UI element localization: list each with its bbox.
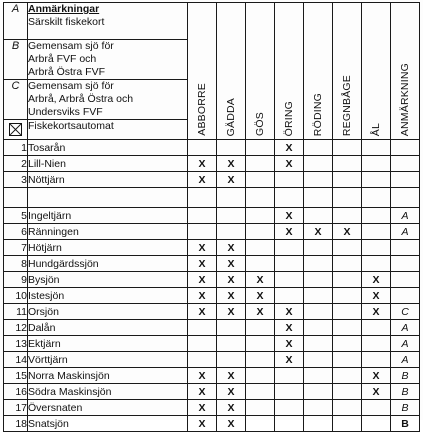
species-mark-cell: X [246,304,275,320]
species-mark-cell [188,336,217,352]
lake-name: Södra Maskinsjön [28,384,188,400]
column-header-oring: ÖRING [275,3,304,140]
lake-name: Översnaten [28,400,188,416]
species-mark-cell: X [275,336,304,352]
legend-text: Gemensam sjö för [28,80,114,92]
remark-cell [391,256,420,272]
legend-text: Fiskekortsautomat [28,120,114,132]
species-mark-cell [333,272,362,288]
column-header-roding: RÖDING [304,3,333,140]
row-number: 17 [4,400,28,416]
species-mark-cell: X [362,384,391,400]
species-mark-cell: X [275,352,304,368]
column-header-gadda: GÄDDA [217,3,246,140]
species-mark-cell [333,140,362,156]
table-row [4,288,420,304]
species-mark-cell: X [188,156,217,172]
species-mark-cell: X [275,140,304,156]
species-mark-cell [362,224,391,240]
table-row [4,384,420,400]
lake-name: Hötjärn [28,240,188,256]
species-mark-cell: X [188,416,217,432]
species-mark-cell [275,240,304,256]
column-header-anmarkning: ANMÄRKNING [391,3,420,140]
column-header-regnbage: REGNBÅGE [333,3,362,140]
table-row [4,140,420,156]
species-mark-cell [188,208,217,224]
table-row [4,416,420,432]
species-mark-cell [304,336,333,352]
species-mark-cell: X [188,272,217,288]
species-mark-cell [362,416,391,432]
species-mark-cell [333,288,362,304]
fishing-waters-table [3,2,420,432]
remark-cell: B [391,416,420,432]
species-mark-cell: X [246,272,275,288]
table-row [4,156,420,172]
remark-cell: B [391,384,420,400]
species-mark-cell [188,140,217,156]
lake-name: Orsjön [28,304,188,320]
species-mark-cell [275,416,304,432]
table-row [4,208,420,224]
column-header-abborre: ABBORRE [188,3,217,140]
remark-cell: B [391,400,420,416]
remark-cell [391,272,420,288]
species-mark-cell [246,368,275,384]
row-number: 6 [4,224,28,240]
species-mark-cell: X [275,320,304,336]
species-mark-cell [362,172,391,188]
table-row [4,304,420,320]
species-mark-cell [246,140,275,156]
species-mark-cell: X [362,272,391,288]
row-number: 1 [4,140,28,156]
remark-cell: A [391,352,420,368]
lake-name: Ränningen [28,224,188,240]
legend-text: Arbrå FVF och [28,53,97,65]
species-mark-cell [304,272,333,288]
legend-row-a [4,3,420,40]
species-mark-cell [246,224,275,240]
species-mark-cell: X [188,256,217,272]
lake-name: Bysjön [28,272,188,288]
column-header-gos: GÖS [246,3,275,140]
row-number: 9 [4,272,28,288]
remark-cell: A [391,208,420,224]
table-row [4,240,420,256]
species-mark-cell [188,352,217,368]
species-mark-cell [304,384,333,400]
species-mark-cell [246,256,275,272]
species-mark-cell [333,384,362,400]
species-mark-cell [333,336,362,352]
species-mark-cell: X [275,208,304,224]
species-mark-cell: X [217,416,246,432]
species-mark-cell: X [217,256,246,272]
species-mark-cell [246,384,275,400]
species-mark-cell: X [188,400,217,416]
remark-cell: B [391,368,420,384]
lake-name: Hundgärdssjön [28,256,188,272]
species-mark-cell [362,140,391,156]
species-mark-cell [246,416,275,432]
species-mark-cell [362,208,391,224]
species-mark-cell [362,400,391,416]
table-row [4,256,420,272]
species-mark-cell: X [217,400,246,416]
species-mark-cell: X [362,288,391,304]
legend-text: Gemensam sjö för [28,40,114,52]
row-number: 16 [4,384,28,400]
species-mark-cell: X [217,384,246,400]
species-mark-cell [246,172,275,188]
species-mark-cell [304,320,333,336]
lake-name: Lill-Nien [28,156,188,172]
legend-text: Undersviks FVF [28,106,103,118]
table-row [4,352,420,368]
species-mark-cell [362,352,391,368]
species-mark-cell [333,208,362,224]
species-mark-cell: X [188,304,217,320]
species-mark-cell [333,352,362,368]
species-mark-cell [246,352,275,368]
species-mark-cell [362,240,391,256]
species-mark-cell [304,240,333,256]
species-mark-cell: X [188,172,217,188]
species-mark-cell: X [217,304,246,320]
species-mark-cell: X [217,172,246,188]
table-row [4,320,420,336]
species-mark-cell [275,256,304,272]
species-mark-cell [188,320,217,336]
species-mark-cell [304,140,333,156]
species-mark-cell: X [217,368,246,384]
row-number: 10 [4,288,28,304]
table-row [4,272,420,288]
species-mark-cell [333,416,362,432]
remark-cell [391,172,420,188]
species-mark-cell [362,336,391,352]
species-mark-cell: X [188,368,217,384]
lake-name: Dalån [28,320,188,336]
species-mark-cell [275,288,304,304]
row-number: 11 [4,304,28,320]
lake-name: Ingeltjärn [28,208,188,224]
species-mark-cell [304,256,333,272]
species-mark-cell [217,352,246,368]
species-mark-cell [275,400,304,416]
column-header-al: ÅL [362,3,391,140]
lake-name: Vörttjärn [28,352,188,368]
lake-list [4,140,420,432]
remark-cell [391,288,420,304]
species-mark-cell [362,320,391,336]
species-mark-cell [304,304,333,320]
species-mark-cell [304,400,333,416]
species-mark-cell [362,256,391,272]
species-mark-cell [362,156,391,172]
species-mark-cell [304,352,333,368]
table-row [4,336,420,352]
legend-letter: C [4,80,28,120]
species-mark-cell: X [304,224,333,240]
row-number: 7 [4,240,28,256]
species-mark-cell: X [217,288,246,304]
species-mark-cell [304,156,333,172]
species-mark-cell [217,336,246,352]
species-mark-cell: X [217,156,246,172]
table-row [4,368,420,384]
legend-letter: B [4,40,28,80]
remark-cell: A [391,336,420,352]
remark-cell: A [391,224,420,240]
species-mark-cell [275,368,304,384]
species-mark-cell [275,272,304,288]
species-mark-cell [246,320,275,336]
lake-name: Ektjärn [28,336,188,352]
species-mark-cell [333,368,362,384]
species-mark-cell [275,172,304,188]
row-number: 15 [4,368,28,384]
species-mark-cell [217,320,246,336]
row-number: 12 [4,320,28,336]
empty-row [4,188,420,208]
species-mark-cell: X [188,240,217,256]
species-mark-cell [333,240,362,256]
species-mark-cell: X [217,240,246,256]
legend-title: Anmärkningar [28,3,100,15]
species-mark-cell: X [362,304,391,320]
table-row [4,400,420,416]
remark-cell [391,156,420,172]
species-mark-cell [304,416,333,432]
row-number: 5 [4,208,28,224]
remark-cell [391,140,420,156]
species-mark-cell: X [362,368,391,384]
species-mark-cell [246,156,275,172]
species-mark-cell: X [246,288,275,304]
species-mark-cell [333,156,362,172]
species-mark-cell [246,336,275,352]
species-mark-cell [246,240,275,256]
lake-name: Snatsjön [28,416,188,432]
species-mark-cell: X [217,272,246,288]
species-mark-cell [333,304,362,320]
species-mark-cell [275,384,304,400]
species-mark-cell [333,256,362,272]
species-mark-cell: X [275,224,304,240]
row-number: 3 [4,172,28,188]
species-mark-cell [246,208,275,224]
species-mark-cell: X [333,224,362,240]
species-mark-cell [304,172,333,188]
table-row [4,224,420,240]
species-mark-cell: X [275,156,304,172]
remark-cell: C [391,304,420,320]
species-mark-cell [304,288,333,304]
row-number: 2 [4,156,28,172]
species-mark-cell: X [188,384,217,400]
lake-name: Nöttjärn [28,172,188,188]
row-number: 8 [4,256,28,272]
legend-text: Arbrå Östra FVF [28,66,106,78]
species-mark-cell [333,320,362,336]
row-number: 13 [4,336,28,352]
row-number: 18 [4,416,28,432]
lake-name: Norra Maskinsjön [28,368,188,384]
lake-name: Istesjön [28,288,188,304]
legend-letter: A [4,3,28,40]
row-number: 14 [4,352,28,368]
species-mark-cell: X [275,304,304,320]
table-row [4,172,420,188]
remark-cell [391,240,420,256]
species-mark-cell [217,140,246,156]
legend-text: Särskilt fiskekort [28,16,105,28]
species-mark-cell [333,172,362,188]
remark-cell: A [391,320,420,336]
species-mark-cell [333,400,362,416]
lake-name: Tosarån [28,140,188,156]
species-mark-cell [217,224,246,240]
legend-text: Arbrå, Arbrå Östra och [28,93,134,105]
crossed-box-icon [9,123,22,136]
species-mark-cell [188,224,217,240]
species-mark-cell [304,368,333,384]
species-mark-cell [246,400,275,416]
species-mark-cell [304,208,333,224]
species-mark-cell [217,208,246,224]
species-mark-cell: X [188,288,217,304]
